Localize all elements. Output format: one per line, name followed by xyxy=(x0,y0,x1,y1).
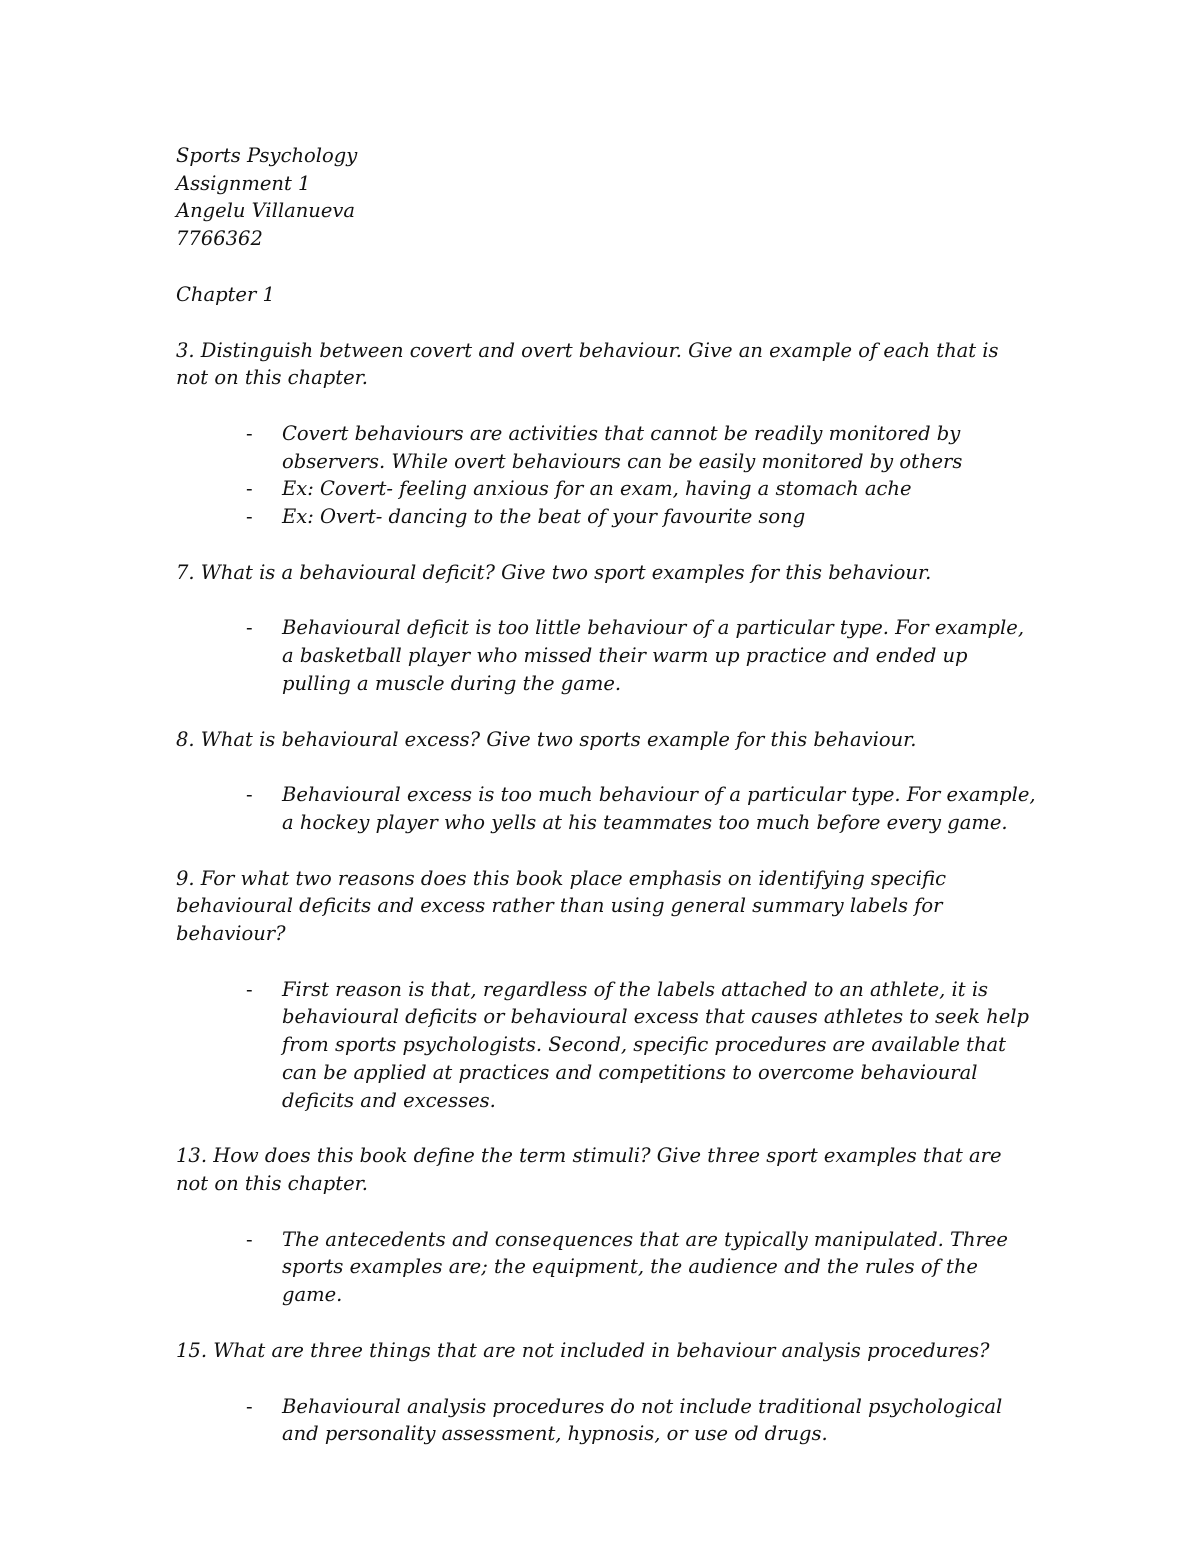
chapter-heading: Chapter 1 xyxy=(176,282,275,306)
question-block xyxy=(176,1337,1036,1448)
answer-text: Covert behaviours are activities that cannot be readily monitored by observers. While overt behaviours can be easily monitored by others xyxy=(282,421,963,473)
student-id: 7766362 xyxy=(176,227,263,251)
question-block xyxy=(176,337,1036,531)
answer-text: Behavioural analysis procedures do not include traditional psychological and personality assessment, hypnosis, or use od drugs. xyxy=(282,1394,1003,1446)
answer-list xyxy=(176,781,1036,836)
answer-text: Ex: Covert- feeling anxious for an exam, having a stomach ache xyxy=(282,477,912,501)
question-text: 9. For what two reasons does this book place emphasis on identifying specific behavioural deficits and excess rather than using general summary labels for behaviour? xyxy=(176,866,947,946)
answer-item xyxy=(176,1393,1036,1448)
question-block xyxy=(176,865,1036,1115)
answer-item xyxy=(176,1226,1036,1309)
bullet-dash: - xyxy=(246,977,253,1001)
answer-text: The antecedents and consequences that are typically manipulated. Three sports examples are; the equipment, the audience and the rules of the game. xyxy=(282,1227,1008,1307)
bullet-dash: - xyxy=(246,477,253,501)
answer-item xyxy=(176,976,1036,1115)
answer-item xyxy=(176,503,1036,531)
bullet-dash: - xyxy=(246,1394,253,1418)
answer-item xyxy=(176,420,1036,475)
answer-text: Behavioural excess is too much behaviour of a particular type. For example, a hockey player who yells at his teammates too much before every game. xyxy=(282,783,1036,834)
bullet-dash: - xyxy=(246,505,253,529)
answer-item xyxy=(176,781,1036,836)
document-body xyxy=(176,142,1036,1448)
answer-text: First reason is that, regardless of the labels attached to an athlete, it is behavioural deficits or behavioural excess that causes athletes to seek help from sports psychologists. Second, specific procedures are available that can be applied at practices and competitions to overcome behavioural deficits and excesses. xyxy=(282,977,1029,1112)
question-block xyxy=(176,1142,1036,1309)
answer-item xyxy=(176,475,1036,503)
answer-text: Ex: Overt- dancing to the beat of your favourite song xyxy=(282,505,806,529)
answer-list xyxy=(176,614,1036,697)
bullet-dash: - xyxy=(246,421,253,445)
answer-list xyxy=(176,1226,1036,1309)
question-text: 13. How does this book define the term stimuli? Give three sport examples that are not on this chapter. xyxy=(176,1144,1002,1195)
answer-list xyxy=(176,1393,1036,1448)
answer-item xyxy=(176,614,1036,697)
bullet-dash: - xyxy=(246,1227,253,1251)
question-text: 8. What is behavioural excess? Give two sports example for this behaviour. xyxy=(176,727,917,751)
question-text: 7. What is a behavioural deficit? Give two sport examples for this behaviour. xyxy=(176,560,932,584)
bullet-dash: - xyxy=(246,616,253,640)
question-text: 15. What are three things that are not included in behaviour analysis procedures? xyxy=(176,1338,990,1362)
bullet-dash: - xyxy=(246,783,253,807)
assignment-title: Assignment 1 xyxy=(176,171,311,195)
student-name: Angelu Villanueva xyxy=(176,199,356,223)
answer-list xyxy=(176,976,1036,1115)
document-header xyxy=(176,142,1036,253)
answer-list xyxy=(176,420,1036,531)
course-title: Sports Psychology xyxy=(176,144,358,167)
question-text: 3. Distinguish between covert and overt behaviour. Give an example of each that is not on this chapter. xyxy=(176,338,999,390)
question-block xyxy=(176,559,1036,698)
question-block xyxy=(176,726,1036,837)
answer-text: Behavioural deficit is too little behaviour of a particular type. For example, a basketball player who missed their warm up practice and ended up pulling a muscle during the game. xyxy=(282,616,1025,695)
